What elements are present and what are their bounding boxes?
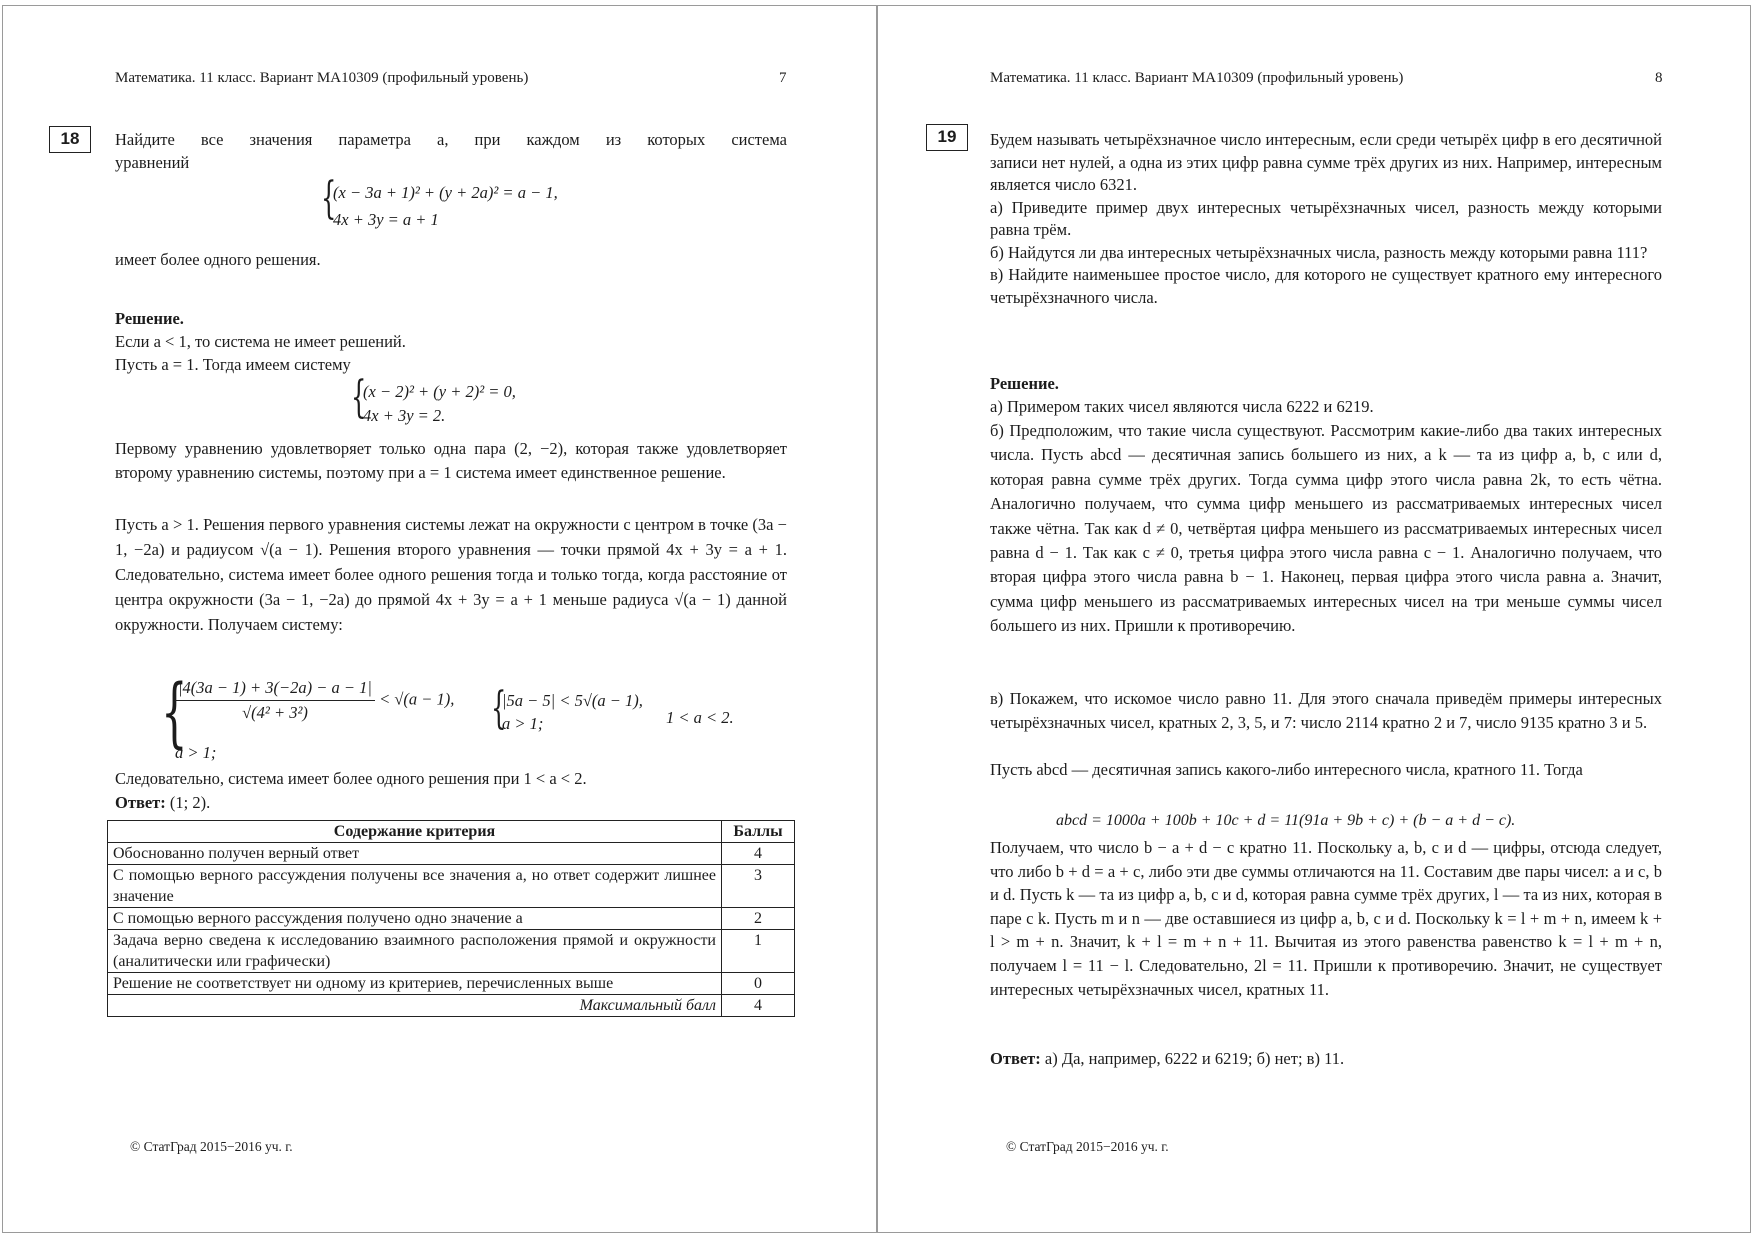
task-condition: имеет более одного решения. [115,250,321,269]
system-brace: { [161,667,188,756]
answer-value: а) Да, например, 6222 и 6219; б) нет; в) 11. [1044,1049,1345,1068]
solution-paragraph: Пусть a > 1. Решения первого уравнения системы лежат на окружности с центром в точке (3a − 1, −2a) и радиусом √(a − 1). Решения второго уравнения — точки прямой 4x + 3y = a + 1. Следовательно, система имеет более одного решения тогда и только тогда, когда расстояние от центра окружности (3a − 1, −2a) до прямой 4x + 3y = a + 1 меньше радиуса √(a − 1) данной окружности. Получаем систему: [115,515,787,634]
fraction-denominator: √(4² + 3²) [242,703,308,722]
task-text-line: Найдите все значения параметра a, при каждом из которых система [115,130,787,149]
solution-part-c-argument: Получаем, что число b − a + d − c кратно 11. Поскольку a, b, c и d — цифры, отсюда следует, что либо b + d = a + c, либо эти две суммы отличаются на 11. Составим две пары чисел: a и c, b и d. Пусть k — та из цифр a, b, c и d, которая равна сумме трёх других, l — та из них, которая в паре с k. Пусть m и n — две оставшиеся из цифр a, b, c и d. Поскольку k = l + m + n, имеем k + l > m + n. Значит, k + l = m + n + 11. Вычитая из этого равенства равенство k = l + m + n, получаем l = 11 − l. Следовательно, 2l = 11. Пришли к противоречию. Значит, не существует интересных четырёхзначных чисел, кратных 11. [990,838,1662,999]
answer-label: Ответ: [990,1049,1041,1068]
task-subquestion: а) Приведите пример двух интересных четырёхзначных чисел, разность между которыми равна трём. [990,197,1662,239]
task-text-line: уравнений [115,152,190,172]
page-footer: © СтатГрад 2015−2016 уч. г. [130,1139,293,1154]
solution-line: Пусть a = 1. Тогда имеем систему [115,355,351,374]
criteria-points: 4 [722,843,795,865]
system-equation: |5a − 5| < 5√(a − 1), [502,691,643,710]
criteria-column-header: Содержание критерия [108,821,722,843]
system-brace: { [491,683,507,734]
system-equation: (x − 2)² + (y + 2)² = 0, [363,382,516,401]
max-score-row [108,995,795,1017]
task-subquestion: в) Найдите наименьшее простое число, для которого не существует кратного ему интересного четырёхзначного числа. [990,265,1662,307]
answer-value: (1; 2). [169,793,211,812]
criteria-text: Обоснованно получен верный ответ [108,843,722,865]
solution-part-c-continued: Пусть abcd — десятичная запись какого-либо интересного числа, кратного 11. Тогда [990,760,1583,779]
answer [115,792,210,815]
page-header: Математика. 11 класс. Вариант МА10309 (профильный уровень) [990,70,1404,86]
max-score-value: 4 [722,995,795,1017]
solution-conclusion: Следовательно, система имеет более одного решения при 1 < a < 2. [115,769,587,788]
task-subquestion: б) Найдутся ли два интересных четырёхзначных числа, разность между которыми равна 111? [990,242,1648,262]
criteria-row [108,930,795,973]
system-brace: { [321,173,337,224]
solution-title: Решение. [115,309,184,328]
answer [990,1048,1344,1071]
solution-paragraph: Первому уравнению удовлетворяет только одна пара (2, −2), которая также удовлетворяет второму уравнению системы, поэтому при a = 1 система имеет единственное решение. [115,439,787,482]
solution-line: Если a < 1, то система не имеет решений. [115,332,406,351]
right-page [877,5,1751,1233]
page-footer: © СтатГрад 2015−2016 уч. г. [1006,1139,1169,1154]
criteria-row [108,843,795,865]
criteria-points: 1 [722,930,795,973]
criteria-points: 3 [722,865,795,908]
criteria-text: С помощью верного рассуждения получены все значения a, но ответ содержит лишнее значение [108,865,722,908]
page-number: 8 [1655,70,1663,86]
task-18-statement [115,129,787,174]
task-paragraph: Будем называть четырёхзначное число интересным, если среди четырёх цифр в его десятичной записи нет нулей, а одна из этих цифр равна сумме трёх других из них. Например, интересным является число 6321. [990,130,1662,194]
page-number: 7 [779,70,787,86]
system-condition: a > 1; [175,743,217,762]
answer-label: Ответ: [115,793,166,812]
decimal-expansion-equation: abcd = 1000a + 100b + 10c + d = 11(91a + 9b + c) + (b − a + d − c). [1056,812,1516,829]
system-equation: 4x + 3y = 2. [363,406,446,425]
solution-part-a: а) Примером таких чисел являются числа 6222 и 6219. [990,397,1374,416]
page-header: Математика. 11 класс. Вариант МА10309 (профильный уровень) [115,70,529,86]
task-number-box: 19 [926,124,968,151]
solution-part-b: б) Предположим, что такие числа существуют. Рассмотрим какие-либо два таких интересных числа. Пусть abcd — десятичная запись большего из них, а k — та из цифр a, b, c или d, которая равна сумме трёх других. Тогда сумма цифр этого числа равна 2k, то есть чётна. Аналогично получаем, что сумма цифр меньшего из рассматриваемых интересных чисел также чётна. Так как d ≠ 0, четвёртая цифра меньшего из рассматриваемых интересных чисел равна d − 1. Так как c ≠ 0, третья цифра этого числа равна c − 1. Аналогично получаем, что вторая цифра этого числа равна b − 1. Наконец, первая цифра этого числа равна a. Значит, сумма цифр меньшего из рассматриваемых интересных чисел на три меньше суммы чисел большего из них. Пришли к противоречию. [990,421,1662,636]
criteria-text: С помощью верного рассуждения получено одно значение a [108,908,722,930]
fraction-numerator: |4(3a − 1) + 3(−2a) − a − 1| [175,676,375,701]
criteria-row [108,865,795,908]
criteria-table [107,820,795,1017]
solution-title: Решение. [990,374,1059,393]
criteria-points: 0 [722,973,795,995]
points-column-header: Баллы [722,821,795,843]
system-result: 1 < a < 2. [666,708,734,727]
criteria-text: Задача верно сведена к исследованию взаимного расположения прямой и окружности (аналитически или графически) [108,930,722,973]
criteria-text: Решение не соответствует ни одному из критериев, перечисленных выше [108,973,722,995]
solution-part-c: в) Покажем, что искомое число равно 11. Для этого сначала приведём примеры интересных четырёхзначных чисел, кратных 2, 3, 5, и 7: число 2114 кратно 2 и 7, число 9135 кратно 3 и 5. [990,689,1662,732]
criteria-row [108,973,795,995]
system-equation: a > 1; [502,714,544,733]
inequality-rhs: < √(a − 1), [379,689,455,709]
task-number-box: 18 [49,126,91,153]
distance-inequality [175,676,454,725]
criteria-row [108,908,795,930]
task-19-statement [990,129,1662,309]
max-score-label: Максимальный балл [108,995,722,1017]
criteria-points: 2 [722,908,795,930]
left-page [2,5,877,1233]
criteria-header-row [108,821,795,843]
system-equation: 4x + 3y = a + 1 [333,210,439,229]
system-equation: (x − 3a + 1)² + (y + 2a)² = a − 1, [333,183,558,202]
system-brace: { [351,372,367,423]
